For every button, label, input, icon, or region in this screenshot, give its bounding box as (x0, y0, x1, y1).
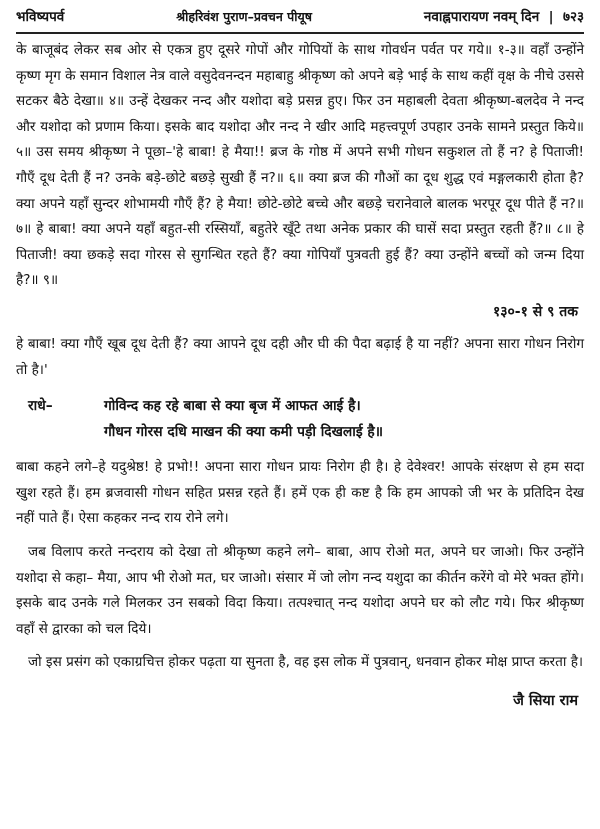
book-title: श्रीहरिवंश पुराण–प्रवचन पीयूष (176, 9, 312, 24)
couplet-lines (104, 393, 584, 445)
section-title: भविष्यपर्व (16, 9, 65, 25)
couplet-block (28, 393, 584, 445)
running-header (16, 6, 584, 34)
paragraph-5: जो इस प्रसंग को एकाग्रचित्त होकर पढ़ता या सुनता है, वह इस लोक में पुत्रवान्, धनवान होकर मोक्ष प्राप्त करता है। (28, 654, 584, 671)
couplet-line-1: गोविन्द कह रहे बाबा से क्या बृज में आफत आई है। (104, 398, 361, 415)
header-separator: | (548, 9, 554, 25)
paragraph-2: हे बाबा! क्या गौएँ खूब दूध देती हैं? क्या आपने दूध दही और घी की पैदा बढ़ाई है या नहीं? अपना सारा गोधन निरोग तो है।' (16, 335, 584, 378)
couplet-speaker: राधे– (28, 398, 53, 415)
paragraph-4: जब विलाप करते नन्दराय को देखा तो श्रीकृष्ण कहने लगे– बाबा, आप रोओ मत, अपने घर जाओ। फिर उन्होंने यशोदा से कहा– मैया, आप भी रोओ मत, घर जाओ। संसार में जो लोग नन्द यशुदा का कीर्तन करेंगे वो मेरे भक्त होंगे। इसके बाद उनके गले मिलकर उन सबको विदा किया। तत्पश्चात् नन्द यशोदा अपने घर को लौट गये। फिर श्रीकृष्ण वहाँ से द्वारका को चल दिये। (16, 543, 584, 637)
reading-day: नवाह्नपारायण नवम् दिन (423, 9, 540, 25)
paragraph-1: के बाजूबंद लेकर सब ओर से एकत्र हुए दूसरे गोपों और गोपियों के साथ गोवर्धन पर्वत पर गये॥ १-३॥ वहाँ उन्होंने कृष्ण मृग के समान विशाल नेत्र वाले वसुदेवनन्दन महाबाहु श्रीकृष्ण को अपने बड़े भाई के साथ कहीं वृक्ष के नीचे उससे सटकर बैठे देखा॥ ४॥ उन्हें देखकर नन्द और यशोदा बड़े प्रसन्न हुए। फिर उन महाबली देवता श्रीकृष्ण-बलदेव ने नन्द और यशोदा को प्रणाम किया। इसके बाद यशोदा और नन्द ने खीर आदि महत्त्वपूर्ण उपहार उनके सामने प्रस्तुत किये॥ ५॥ उस समय श्रीकृष्ण ने पूछा–'हे बाबा! हे मैया!! ब्रज के गोष्ठ में अपने सभी गोधन सकुशल तो हैं न? हे पिताजी! गौएँ दूध देती हैं न? उनके बड़े-छोटे बछड़े सुखी हैं न?॥ ६॥ क्या ब्रज की गौओं का दूध शुद्ध एवं मङ्गलकारी होता है? क्या अपने यहाँ सुन्दर शोभामयी गौएँ हैं? हे मैया! छोटे-छोटे बच्चे और बछड़े चरानेवाले बालक भरपूर दूध पीते हैं न?॥ ७॥ हे बाबा! क्या अपने यहाँ बहुत-सी रस्सियाँ, बहुतेरे खूँटे तथा अनेक प्रकार की घासें सदा प्रस्तुत रहती हैं?॥ ८॥ हे पिताजी! क्या छकड़े सदा गोरस से सुगन्धित रहते हैं? क्या गोपियाँ पुत्रवती हुई हैं? क्या उन्होंने बच्चों को जन्म दिया है?॥ ९॥ (16, 42, 584, 289)
book-page (16, 6, 584, 710)
page-number: ७२३ (562, 9, 584, 25)
couplet-line-2: गौधन गोरस दधि माखन की क्या कमी पड़ी दिखलाई है॥ (104, 424, 383, 441)
signoff: जै सिया राम (513, 692, 578, 709)
paragraph-3: बाबा कहने लगे–हे यदुश्रेष्ठ! हे प्रभो!! अपना सारा गोधन प्रायः निरोग ही है। हे देवेश्वर! आपके संरक्षण से हम सदा खुश रहते हैं। हम ब्रजवासी गोधन सहित प्रसन्न रहते हैं। हमें एक ही कष्ट है कि हम आपको जी भर के प्रतिदिन देख नहीं पाते हैं। ऐसा कहकर नन्द राय रोने लगे। (16, 459, 584, 527)
verse-reference: १३०-१ से ९ तक (492, 303, 578, 320)
header-right (424, 6, 584, 28)
